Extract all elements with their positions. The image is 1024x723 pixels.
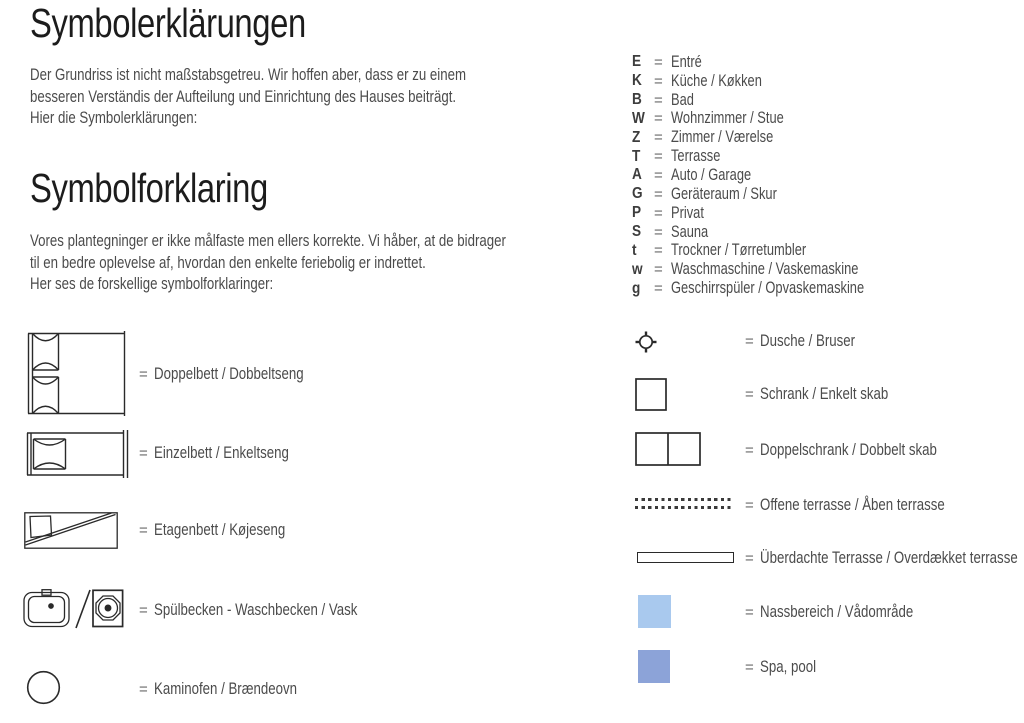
washbasin-icon <box>92 589 124 628</box>
wet-area-icon <box>638 595 671 628</box>
symbol-label-text: Offene terrasse / Åben terrasse <box>759 495 945 514</box>
legend-row-room <box>632 128 919 147</box>
intro-paragraph-danish <box>30 230 506 295</box>
equals-sign: = <box>654 185 663 203</box>
shower-label <box>745 331 882 351</box>
covered-terrace-label <box>745 548 1024 568</box>
symbol-label-text: Doppelbett / Dobbeltseng <box>153 364 304 383</box>
legend-row-garage <box>632 166 919 185</box>
intro-de-line: Hier die Symbolerklärungen: <box>30 108 198 128</box>
legend-letter: S <box>632 223 642 241</box>
double-cabinet-label <box>745 440 987 460</box>
legend-row-dryer <box>632 241 919 260</box>
legend-letter: T <box>632 147 641 165</box>
equals-sign: = <box>139 521 148 539</box>
symbol-label-text: Etagenbett / Køjeseng <box>153 520 285 539</box>
covered-terrace-icon <box>637 552 734 563</box>
intro-da-line: til en bedre oplevelse af, hvordan den enkelte feriebolig er indrettet. <box>30 252 426 272</box>
symbol-label-text: Spülbecken - Waschbecken / Vask <box>153 600 358 619</box>
legend-row-sauna <box>632 223 919 242</box>
legend-row-terrace <box>632 147 919 166</box>
legend-label: Privat <box>671 203 704 222</box>
equals-sign: = <box>139 601 148 619</box>
intro-da-line: Vores plantegninger er ikke målfaste men ellers korrekte. Vi håber, at de bidrager <box>30 231 506 250</box>
legend-label: Geräteraum / Skur <box>671 184 777 203</box>
bunk-bed-label <box>139 520 322 540</box>
equals-sign: = <box>745 658 754 676</box>
intro-da-line: Her ses de forskellige symbolforklaringer: <box>30 274 274 294</box>
page-title-danish: Symbolforklaring <box>30 165 268 211</box>
legend-row-bath <box>632 91 919 110</box>
legend-row-livingroom <box>632 110 919 129</box>
legend-row-shed <box>632 185 919 204</box>
equals-sign: = <box>745 332 754 350</box>
cabinet-label <box>745 384 924 404</box>
equals-sign: = <box>139 444 148 462</box>
intro-de-line: Der Grundriss ist nicht maßstabsgetreu. Wir hoffen aber, dass er zu einem <box>30 65 467 84</box>
equals-sign: = <box>139 365 148 383</box>
symbol-label-text: Dusche / Bruser <box>759 331 855 350</box>
equals-sign: = <box>139 680 148 698</box>
equals-sign: = <box>654 129 663 147</box>
equals-sign: = <box>654 166 663 184</box>
legend-label: Küche / Køkken <box>671 71 762 90</box>
legend-letter: A <box>632 166 642 184</box>
legend-label: Waschmaschine / Vaskemaskine <box>671 260 859 279</box>
symbol-label-text: Einzelbett / Enkeltseng <box>153 443 289 462</box>
legend-letter: g <box>632 279 641 297</box>
spa-pool-label <box>745 657 832 677</box>
double-cabinet-icon <box>635 432 701 466</box>
legend-label: Zimmer / Værelse <box>671 128 774 147</box>
equals-sign: = <box>654 223 663 241</box>
legend-letter: t <box>632 241 637 259</box>
equals-sign: = <box>654 110 663 128</box>
wood-stove-icon <box>26 670 61 705</box>
open-terrace-label <box>745 495 997 515</box>
symbol-label-text: Überdachte Terrasse / Overdækket terrasse <box>759 548 1018 567</box>
double-bed-label <box>139 364 346 384</box>
legend-letter: W <box>632 109 645 127</box>
legend-label: Auto / Garage <box>671 165 752 184</box>
legend-row-entree <box>632 53 919 72</box>
equals-sign: = <box>745 441 754 459</box>
dotted-line <box>635 506 733 509</box>
legend-row-washer <box>632 260 919 279</box>
intro-de-line: besseren Verständis der Aufteilung und Einrichtung des Hauses beiträgt. <box>30 86 457 106</box>
legend-row-kitchen <box>632 72 919 91</box>
wood-stove-label <box>139 679 337 699</box>
equals-sign: = <box>654 280 663 298</box>
shower-icon <box>634 330 658 354</box>
legend-row-dishwasher <box>632 279 919 298</box>
wet-area-label <box>745 602 956 622</box>
room-letter-legend <box>632 53 919 298</box>
equals-sign: = <box>745 496 754 514</box>
legend-label: Bad <box>671 90 694 109</box>
symbol-label-text: Doppelschrank / Dobbelt skab <box>759 440 937 459</box>
legend-label: Trockner / Tørretumbler <box>671 241 807 260</box>
sink-label <box>139 600 415 620</box>
page-title-german: Symbolerklärungen <box>30 0 306 46</box>
single-bed-icon <box>26 430 131 478</box>
cabinet-icon <box>635 378 667 411</box>
equals-sign: = <box>654 72 663 90</box>
intro-paragraph-german <box>30 64 466 129</box>
legend-letter: B <box>632 91 642 109</box>
legend-letter: G <box>632 185 643 203</box>
double-bed-icon <box>27 331 128 416</box>
legend-label: Terrasse <box>671 147 721 166</box>
sink-icon <box>23 589 71 629</box>
slash-divider <box>74 588 92 630</box>
open-terrace-icon <box>635 498 733 509</box>
legend-letter: Z <box>632 128 641 146</box>
symbol-label-text: Spa, pool <box>759 657 816 676</box>
equals-sign: = <box>745 603 754 621</box>
bunk-bed-icon <box>24 512 118 549</box>
symbol-label-text: Schrank / Enkelt skab <box>759 384 889 403</box>
legend-label: Sauna <box>671 222 709 241</box>
legend-label: Geschirrspüler / Opvaskemaskine <box>671 279 865 298</box>
equals-sign: = <box>654 242 663 260</box>
symbol-label-text: Kaminofen / Brændeovn <box>153 679 297 698</box>
equals-sign: = <box>745 385 754 403</box>
spa-pool-icon <box>638 650 670 683</box>
legend-row-private <box>632 204 919 223</box>
legend-letter: K <box>632 72 642 90</box>
legend-label: Wohnzimmer / Stue <box>671 109 784 128</box>
legend-letter: E <box>632 53 642 71</box>
legend-letter: P <box>632 204 642 222</box>
legend-letter: w <box>632 260 643 278</box>
equals-sign: = <box>654 53 663 71</box>
single-bed-label <box>139 443 327 463</box>
equals-sign: = <box>654 261 663 279</box>
legend-label: Entré <box>671 52 702 71</box>
equals-sign: = <box>654 204 663 222</box>
equals-sign: = <box>654 91 663 109</box>
symbol-label-text: Nassbereich / Vådområde <box>759 602 914 621</box>
equals-sign: = <box>654 148 663 166</box>
equals-sign: = <box>745 549 754 567</box>
